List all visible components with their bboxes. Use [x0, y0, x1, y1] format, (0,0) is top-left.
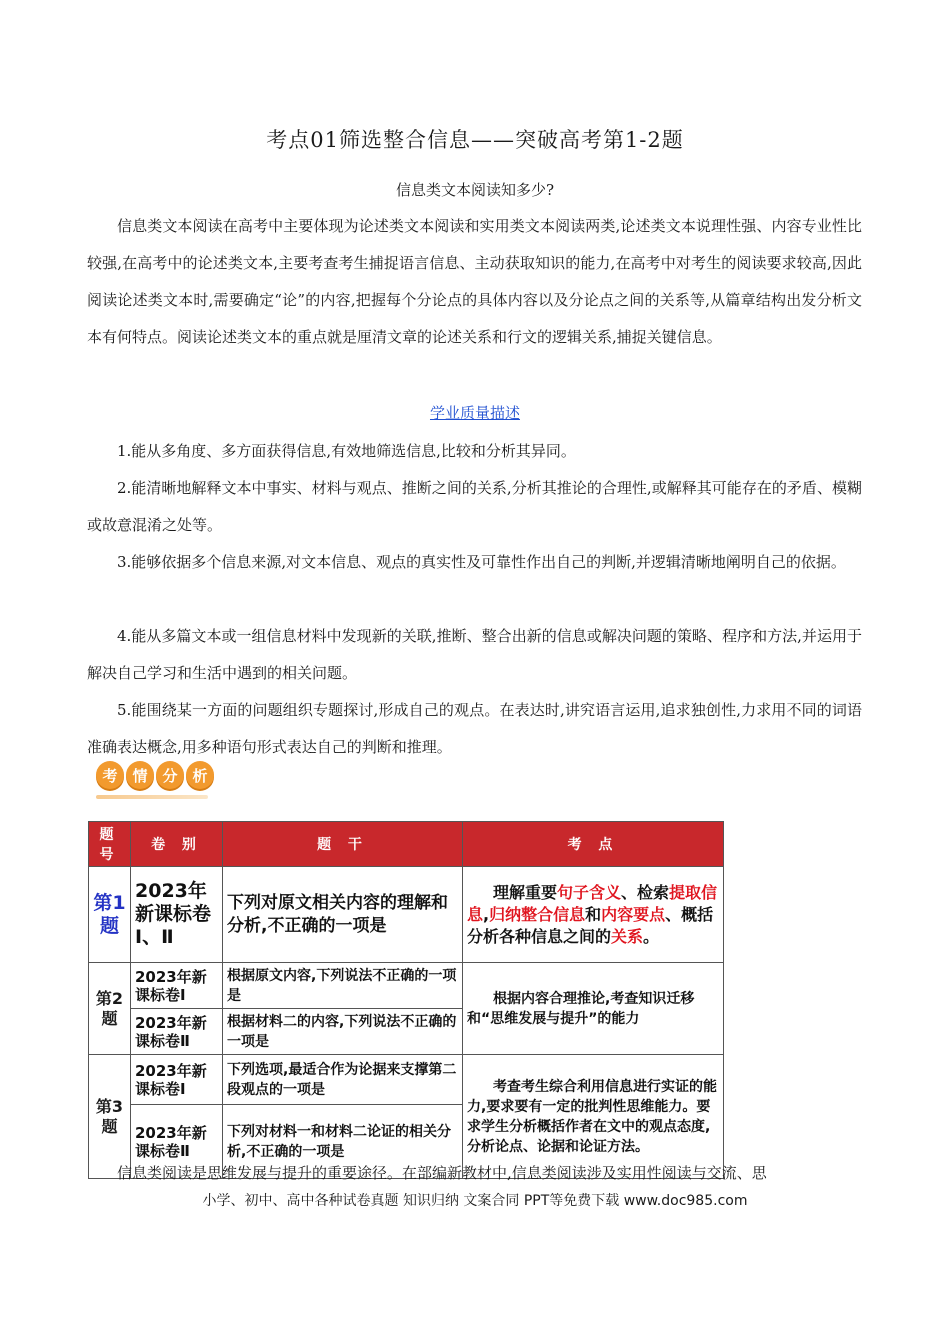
- test-point-cell: 考查考生综合利用信息进行实证的能力,要求要有一定的批判性思维能力。要求学生分析概括作者在文中的观点态度,分析论点、论据和论证方法。: [463, 1055, 724, 1179]
- section-subtitle: 信息类文本阅读知多少?: [395, 181, 555, 199]
- header-question-no: 题号: [89, 822, 131, 867]
- page-title: 考点01筛选整合信息——突破高考第1-2题: [266, 128, 684, 152]
- badge-char: 情: [126, 761, 154, 789]
- paper-cell: 2023年新课标卷Ⅰ: [131, 963, 223, 1009]
- question-label: 第3题: [89, 1055, 131, 1179]
- header-paper: 卷 别: [131, 822, 223, 867]
- bottom-paragraph: 信息类阅读是思维发展与提升的重要途径。在部编新教材中,信息类阅读涉及实用性阅读与交流、思: [117, 1164, 767, 1182]
- quality-item-5: 5.能围绕某一方面的问题组织专题探讨,形成自己的观点。在表达时,讲究语言运用,追求独创性,力求用不同的词语准确表达概念,用多种语句形式表达自己的判断和推理。: [87, 701, 862, 756]
- badge-underline: [96, 795, 208, 799]
- test-point-cell: 根据内容合理推论,考查知识迁移和“思维发展与提升”的能力: [463, 963, 724, 1055]
- point-text: 和: [585, 904, 602, 924]
- table-row: [89, 867, 724, 963]
- stem-cell: 根据原文内容,下列说法不正确的一项是: [223, 963, 463, 1009]
- badge-char: 析: [186, 761, 214, 789]
- footer-ad: 小学、初中、高中各种试卷真题 知识归纳 文案合同 PPT等免费下载 www.doc985.com: [202, 1193, 748, 1209]
- paper-cell: 2023年新课标卷Ⅱ: [131, 1105, 223, 1179]
- stem-cell: 根据材料二的内容,下列说法不正确的一项是: [223, 1009, 463, 1055]
- quality-item-4: 4.能从多篇文本或一组信息材料中发现新的关联,推断、整合出新的信息或解决问题的策略、程序和方法,并运用于解决自己学习和生活中遇到的相关问题。: [87, 627, 862, 682]
- header-test-point: 考 点: [463, 822, 724, 867]
- point-highlight: 关系: [611, 926, 644, 946]
- test-point-cell: [463, 867, 724, 963]
- quality-item-2: 2.能清晰地解释文本中事实、材料与观点、推断之间的关系,分析其推论的合理性,或解释其可能存在的矛盾、模糊或故意混淆之处等。: [87, 479, 862, 534]
- point-highlight: 归纳整合信息: [489, 904, 586, 924]
- point-text: 、检索: [621, 882, 670, 902]
- stem-cell: 下列对材料一和材料二论证的相关分析,不正确的一项是: [223, 1105, 463, 1179]
- point-highlight: 内容要点: [601, 904, 666, 924]
- quality-item-3: 3.能够依据多个信息来源,对文本信息、观点的真实性及可靠性作出自己的判断,并逻辑清晰地阐明自己的依据。: [117, 553, 846, 571]
- stem-cell: 下列选项,最适合作为论据来支撑第二段观点的一项是: [223, 1055, 463, 1105]
- exam-analysis-badge: [96, 761, 214, 789]
- question-label: 第1题: [89, 867, 131, 963]
- badge-char: 分: [156, 761, 184, 789]
- header-stem: 题 干: [223, 822, 463, 867]
- table-header-row: [89, 822, 724, 867]
- badge-char: 考: [96, 761, 124, 789]
- paper-cell: 2023年新课标卷Ⅰ: [131, 1055, 223, 1105]
- intro-paragraph: 信息类文本阅读在高考中主要体现为论述类文本阅读和实用类文本阅读两类,论述类文本说理性强、内容专业性比较强,在高考中的论述类文本,主要考查考生捕捉语言信息、主动获取知识的能力,在高考中对考生的阅读要求较高,因此阅读论述类文本时,需要确定“论”的内容,把握每个分论点的具体内容以及分论点之间的关系等,从篇章结构出发分析文本有何特点。阅读论述类文本的重点就是厘清文章的论述关系和行文的逻辑关系,捕捉关键信息。: [87, 217, 862, 346]
- point-highlight: 句子含义: [557, 882, 622, 902]
- table-row: [89, 963, 724, 1009]
- point-text: ,: [483, 904, 490, 924]
- question-label: 第2题: [89, 963, 131, 1055]
- point-text: 。: [643, 926, 660, 946]
- table-row: [89, 1055, 724, 1105]
- paper-cell: 2023年新课标卷Ⅱ: [131, 1009, 223, 1055]
- stem-cell: 下列对原文相关内容的理解和分析,不正确的一项是: [223, 867, 463, 963]
- quality-description-link[interactable]: 学业质量描述: [429, 404, 520, 422]
- point-text: 理解重要: [493, 882, 558, 902]
- point-text: 、概括分析各种信息之间的: [467, 904, 714, 946]
- paper-cell: 2023年新课标卷Ⅰ、Ⅱ: [131, 867, 223, 963]
- exam-analysis-table: [88, 821, 724, 1179]
- quality-item-1: 1.能从多角度、多方面获得信息,有效地筛选信息,比较和分析其异同。: [117, 442, 576, 460]
- point-highlight: 提取信息: [467, 882, 718, 924]
